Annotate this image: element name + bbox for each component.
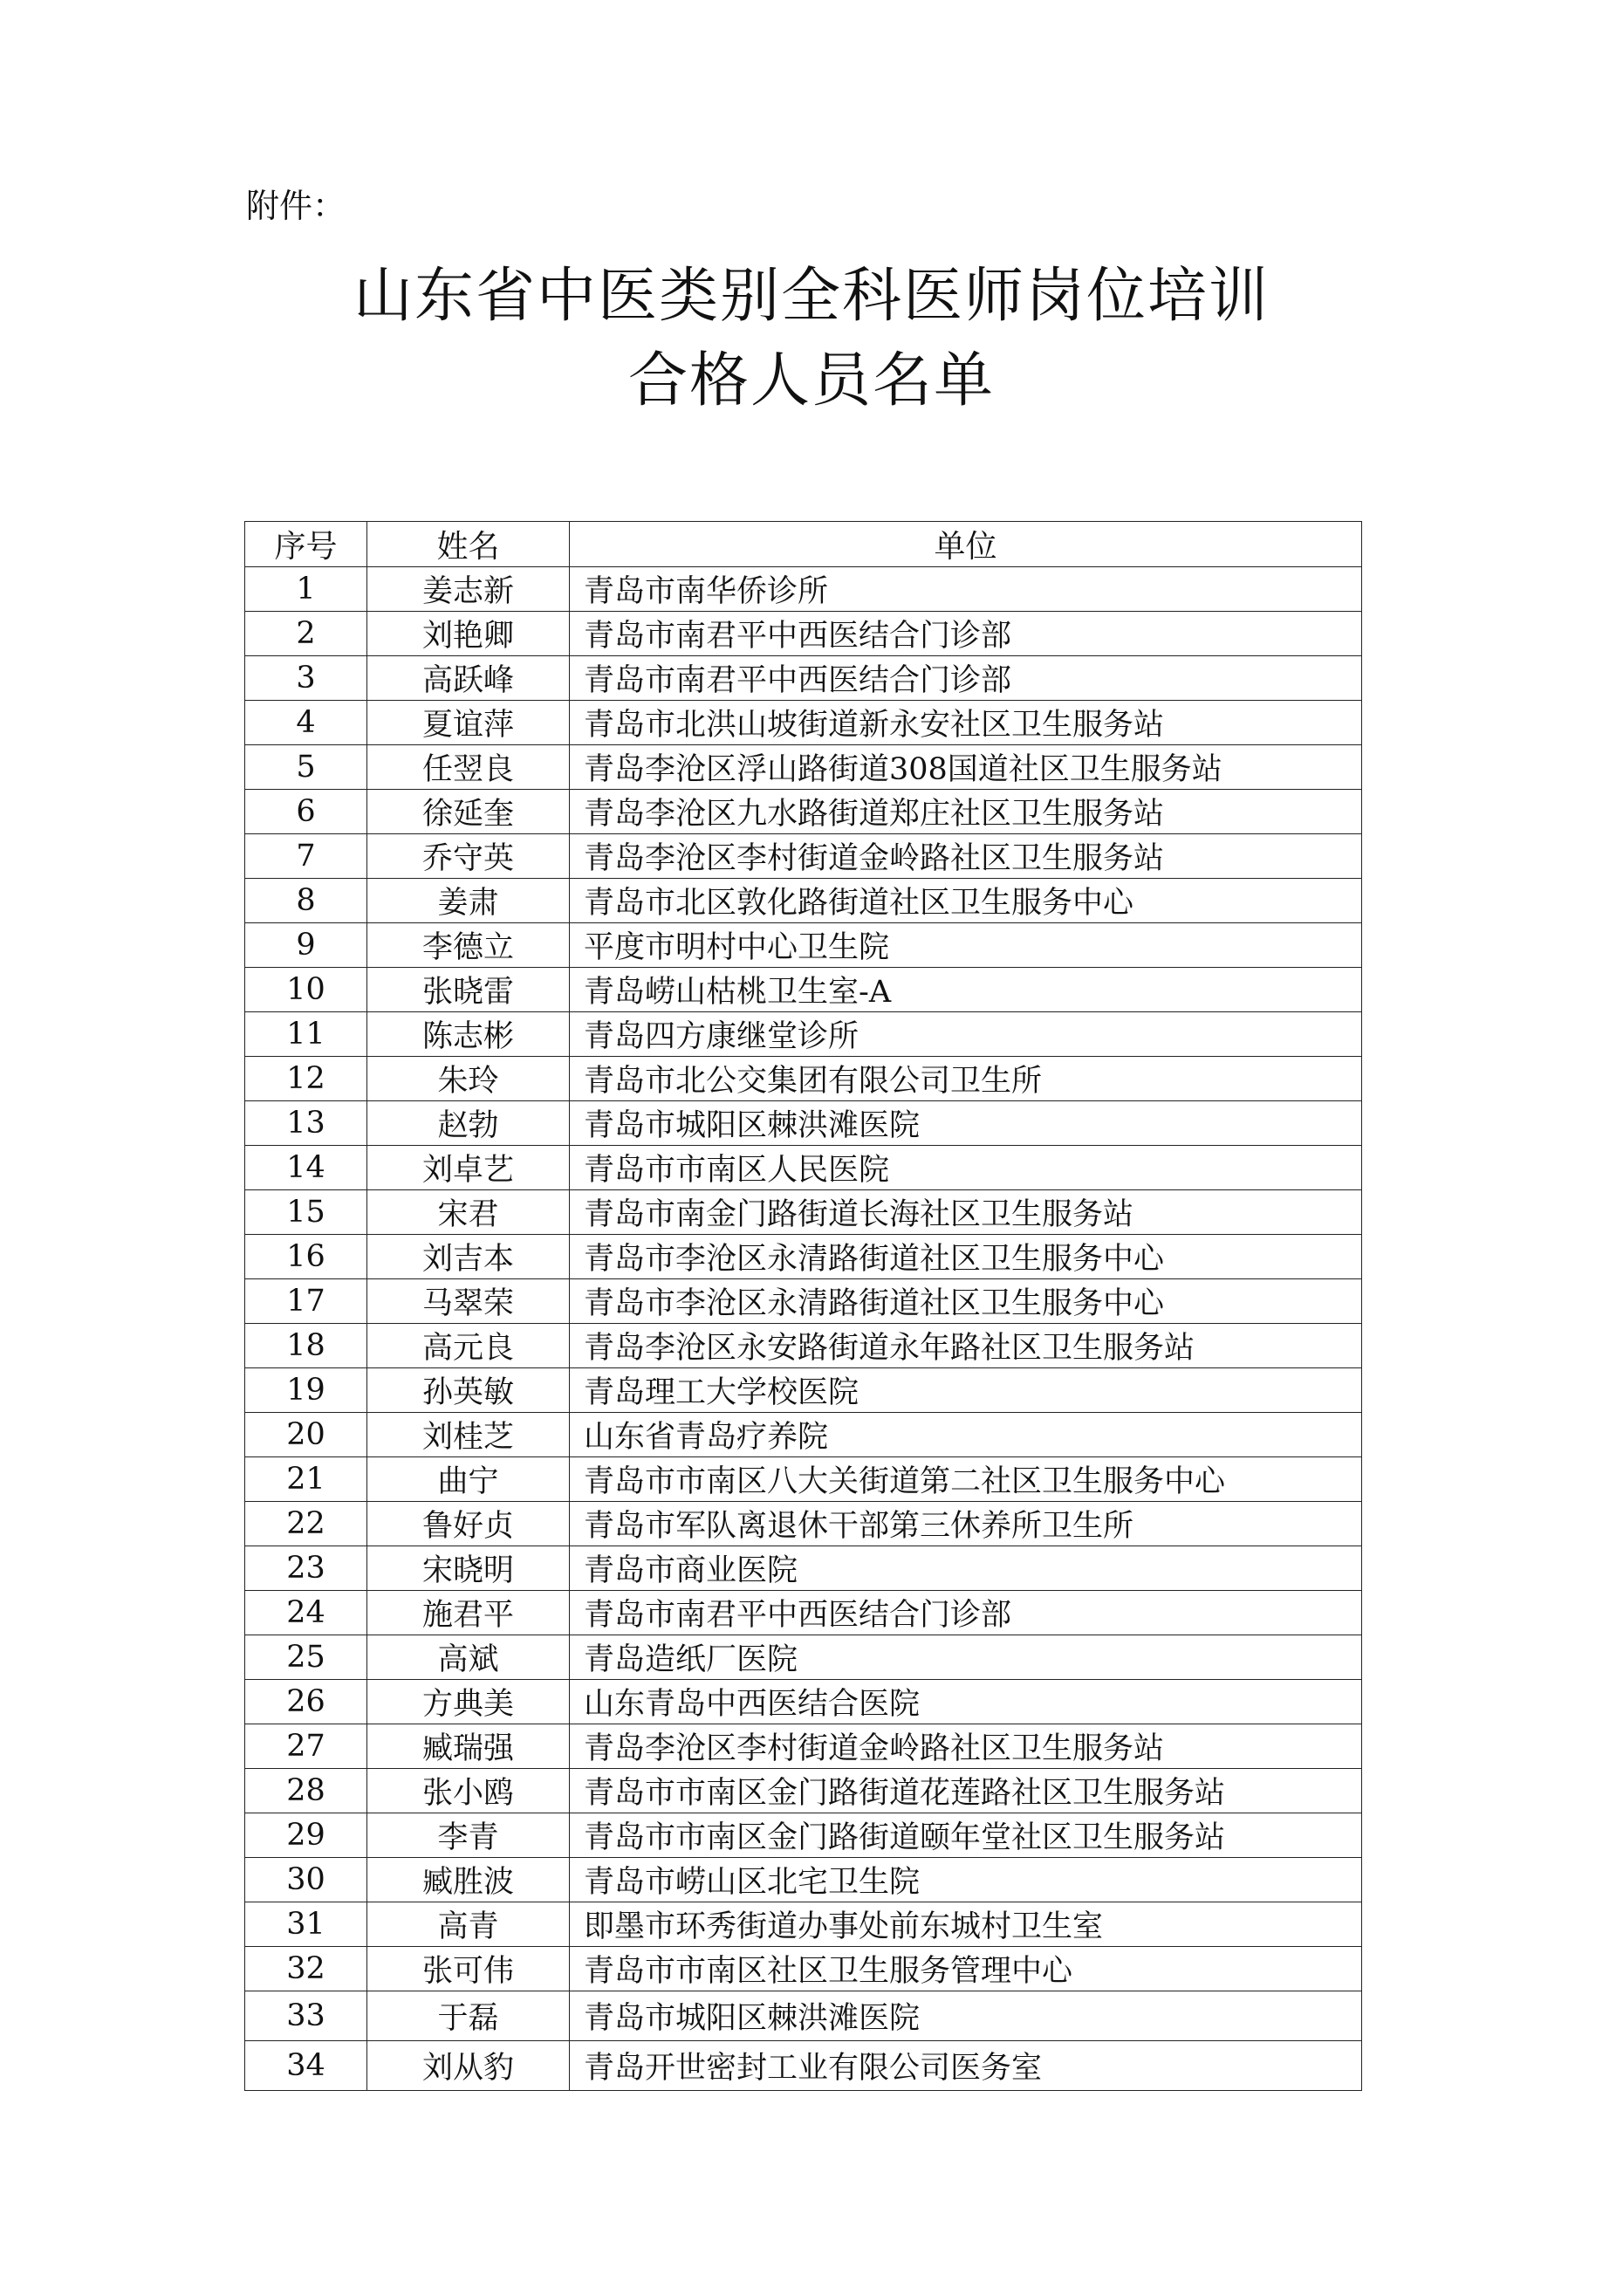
- annex-label: 附件：: [246, 187, 346, 225]
- row-name: 曲宁: [367, 1457, 570, 1502]
- row-number: 22: [245, 1502, 367, 1546]
- row-number: 7: [245, 834, 367, 879]
- row-number: 32: [245, 1947, 367, 1991]
- table-row: [245, 1902, 1362, 1947]
- row-unit: 青岛李沧区永安路街道永年路社区卫生服务站: [570, 1324, 1362, 1368]
- row-name: 姜志新: [367, 567, 570, 612]
- row-name: 方典美: [367, 1680, 570, 1724]
- table-row: [245, 1457, 1362, 1502]
- row-unit: 青岛市市南区八大关街道第二社区卫生服务中心: [570, 1457, 1362, 1502]
- table-row: [245, 1769, 1362, 1813]
- row-name: 孙英敏: [367, 1368, 570, 1413]
- row-unit: 青岛市北区敦化路街道社区卫生服务中心: [570, 879, 1362, 923]
- row-name: 马翠荣: [367, 1279, 570, 1324]
- table-row: [245, 1057, 1362, 1101]
- header-row: [245, 522, 1362, 567]
- roster-table: [244, 521, 1362, 2091]
- row-unit: 青岛李沧区浮山路街道308国道社区卫生服务站: [570, 745, 1362, 790]
- row-number: 31: [245, 1902, 367, 1947]
- row-number: 5: [245, 745, 367, 790]
- row-number: 17: [245, 1279, 367, 1324]
- row-unit: 青岛市南君平中西医结合门诊部: [570, 1591, 1362, 1635]
- row-number: 28: [245, 1769, 367, 1813]
- row-number: 29: [245, 1813, 367, 1858]
- row-name: 张可伟: [367, 1947, 570, 1991]
- table-row: [245, 1502, 1362, 1546]
- row-number: 4: [245, 701, 367, 745]
- table-row: [245, 1101, 1362, 1146]
- row-number: 12: [245, 1057, 367, 1101]
- row-name: 夏谊萍: [367, 701, 570, 745]
- row-unit: 青岛市崂山区北宅卫生院: [570, 1858, 1362, 1902]
- table-row: [245, 745, 1362, 790]
- row-name: 刘卓艺: [367, 1146, 570, 1190]
- row-name: 高跃峰: [367, 656, 570, 701]
- table-row: [245, 1146, 1362, 1190]
- row-unit: 青岛开世密封工业有限公司医务室: [570, 2041, 1362, 2091]
- row-number: 13: [245, 1101, 367, 1146]
- table-row: [245, 656, 1362, 701]
- row-name: 刘从豹: [367, 2041, 570, 2091]
- row-unit: 青岛李沧区李村街道金岭路社区卫生服务站: [570, 1724, 1362, 1769]
- row-number: 6: [245, 790, 367, 834]
- table-row: [245, 1813, 1362, 1858]
- table-row: [245, 1012, 1362, 1057]
- table-row: [245, 1635, 1362, 1680]
- table-row: [245, 923, 1362, 968]
- row-unit: 青岛市南君平中西医结合门诊部: [570, 656, 1362, 701]
- row-unit: 青岛市市南区人民医院: [570, 1146, 1362, 1190]
- header-no: 序号: [245, 522, 367, 567]
- row-name: 臧瑞强: [367, 1724, 570, 1769]
- row-name: 刘艳卿: [367, 612, 570, 656]
- row-unit: 青岛市南君平中西医结合门诊部: [570, 612, 1362, 656]
- table-row: [245, 1190, 1362, 1235]
- row-unit: 青岛市南金门路街道长海社区卫生服务站: [570, 1190, 1362, 1235]
- row-number: 15: [245, 1190, 367, 1235]
- row-unit: 青岛市市南区金门路街道花莲路社区卫生服务站: [570, 1769, 1362, 1813]
- row-unit: 即墨市环秀街道办事处前东城村卫生室: [570, 1902, 1362, 1947]
- row-unit: 青岛李沧区九水路街道郑庄社区卫生服务站: [570, 790, 1362, 834]
- row-name: 施君平: [367, 1591, 570, 1635]
- row-name: 李青: [367, 1813, 570, 1858]
- table-row: [245, 968, 1362, 1012]
- row-unit: 青岛造纸厂医院: [570, 1635, 1362, 1680]
- row-name: 李德立: [367, 923, 570, 968]
- row-name: 陈志彬: [367, 1012, 570, 1057]
- row-unit: 山东省青岛疗养院: [570, 1413, 1362, 1457]
- row-number: 21: [245, 1457, 367, 1502]
- row-unit: 青岛市城阳区棘洪滩医院: [570, 1991, 1362, 2041]
- table-row: [245, 1279, 1362, 1324]
- table-row: [245, 834, 1362, 879]
- table-row: [245, 1947, 1362, 1991]
- row-number: 20: [245, 1413, 367, 1457]
- table-row: [245, 2041, 1362, 2091]
- row-number: 16: [245, 1235, 367, 1279]
- row-unit: 青岛市市南区社区卫生服务管理中心: [570, 1947, 1362, 1991]
- row-number: 3: [245, 656, 367, 701]
- table-row: [245, 612, 1362, 656]
- row-unit: 青岛市商业医院: [570, 1546, 1362, 1591]
- row-number: 19: [245, 1368, 367, 1413]
- row-name: 宋晓明: [367, 1546, 570, 1591]
- row-number: 34: [245, 2041, 367, 2091]
- row-number: 33: [245, 1991, 367, 2041]
- row-unit: 青岛市城阳区棘洪滩医院: [570, 1101, 1362, 1146]
- row-number: 30: [245, 1858, 367, 1902]
- row-number: 1: [245, 567, 367, 612]
- row-name: 任翌良: [367, 745, 570, 790]
- row-number: 11: [245, 1012, 367, 1057]
- row-unit: 平度市明村中心卫生院: [570, 923, 1362, 968]
- row-unit: 青岛市南华侨诊所: [570, 567, 1362, 612]
- row-number: 2: [245, 612, 367, 656]
- row-name: 高青: [367, 1902, 570, 1947]
- row-unit: 青岛市市南区金门路街道颐年堂社区卫生服务站: [570, 1813, 1362, 1858]
- table-row: [245, 1546, 1362, 1591]
- row-unit: 青岛市李沧区永清路街道社区卫生服务中心: [570, 1279, 1362, 1324]
- table-row: [245, 701, 1362, 745]
- header-unit: 单位: [570, 522, 1362, 567]
- row-name: 高斌: [367, 1635, 570, 1680]
- table-row: [245, 567, 1362, 612]
- row-name: 刘桂芝: [367, 1413, 570, 1457]
- table-header: [245, 522, 1362, 567]
- row-number: 9: [245, 923, 367, 968]
- row-unit: 青岛李沧区李村街道金岭路社区卫生服务站: [570, 834, 1362, 879]
- row-number: 23: [245, 1546, 367, 1591]
- row-unit: 青岛市军队离退休干部第三休养所卫生所: [570, 1502, 1362, 1546]
- table-row: [245, 879, 1362, 923]
- row-name: 高元良: [367, 1324, 570, 1368]
- row-name: 赵勃: [367, 1101, 570, 1146]
- table-row: [245, 1680, 1362, 1724]
- table-row: [245, 1858, 1362, 1902]
- table-row: [245, 1591, 1362, 1635]
- row-unit: 青岛崂山枯桃卫生室-A: [570, 968, 1362, 1012]
- row-name: 姜肃: [367, 879, 570, 923]
- row-number: 10: [245, 968, 367, 1012]
- table-row: [245, 1724, 1362, 1769]
- table-body: [245, 567, 1362, 2091]
- row-name: 宋君: [367, 1190, 570, 1235]
- document-title-line2: 合格人员名单: [627, 346, 995, 415]
- table-row: [245, 790, 1362, 834]
- row-unit: 山东青岛中西医结合医院: [570, 1680, 1362, 1724]
- row-unit: 青岛市李沧区永清路街道社区卫生服务中心: [570, 1235, 1362, 1279]
- table-row: [245, 1368, 1362, 1413]
- row-name: 乔守英: [367, 834, 570, 879]
- row-unit: 青岛市北洪山坡街道新永安社区卫生服务站: [570, 701, 1362, 745]
- row-name: 张晓雷: [367, 968, 570, 1012]
- header-name: 姓名: [367, 522, 570, 567]
- row-name: 张小鸥: [367, 1769, 570, 1813]
- document-title-line1: 山东省中医类别全科医师岗位培训: [353, 262, 1270, 331]
- table-row: [245, 1413, 1362, 1457]
- row-name: 鲁好贞: [367, 1502, 570, 1546]
- row-name: 徐延奎: [367, 790, 570, 834]
- row-number: 25: [245, 1635, 367, 1680]
- row-name: 于磊: [367, 1991, 570, 2041]
- table-row: [245, 1324, 1362, 1368]
- row-unit: 青岛四方康继堂诊所: [570, 1012, 1362, 1057]
- row-number: 14: [245, 1146, 367, 1190]
- row-number: 18: [245, 1324, 367, 1368]
- row-number: 27: [245, 1724, 367, 1769]
- row-number: 24: [245, 1591, 367, 1635]
- row-unit: 青岛理工大学校医院: [570, 1368, 1362, 1413]
- row-name: 刘吉本: [367, 1235, 570, 1279]
- row-unit: 青岛市北公交集团有限公司卫生所: [570, 1057, 1362, 1101]
- row-name: 臧胜波: [367, 1858, 570, 1902]
- table-row: [245, 1235, 1362, 1279]
- row-number: 8: [245, 879, 367, 923]
- row-number: 26: [245, 1680, 367, 1724]
- row-name: 朱玲: [367, 1057, 570, 1101]
- table-row: [245, 1991, 1362, 2041]
